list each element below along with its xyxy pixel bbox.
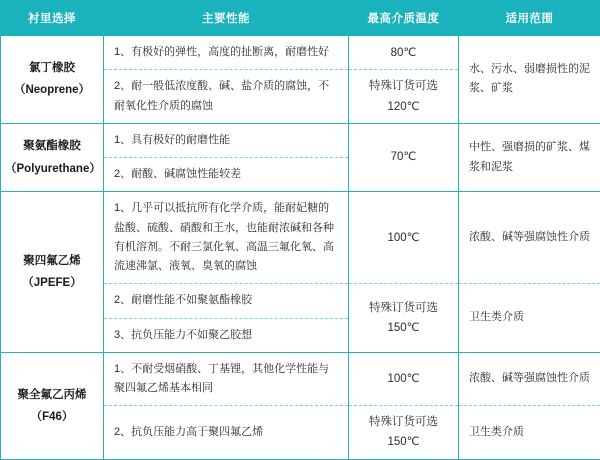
column-header-lining: 衬里选择: [1, 1, 104, 36]
lining-name: 聚氨酯橡胶: [23, 140, 81, 152]
table-row: [1, 36, 600, 70]
column-header-max-temp: 最高介质温度: [349, 1, 459, 36]
scope-cell: 卫生类介质: [459, 406, 600, 459]
scope-cell: 中性、强磨损的矿浆、煤浆和泥浆: [459, 123, 600, 192]
temperature-cell: [349, 192, 459, 284]
property-cell: 1、不耐受烟硝酸、丁基锂，其他化学性能与聚四氟乙烯基本相同: [104, 352, 349, 406]
lining-name-en: （Polyurethane）: [5, 159, 99, 179]
temperature-cell: [349, 123, 459, 192]
temperature-value: 150℃: [353, 318, 454, 338]
property-cell: 3、抗负压能力不如聚乙胶想: [104, 318, 349, 352]
property-cell: 2、耐磨性能不如聚氨酯橡胶: [104, 284, 349, 318]
temperature-note: 特殊订货可选: [353, 76, 454, 96]
table-header-row: [1, 1, 600, 36]
property-cell: 2、耐酸、碱腐蚀性能较差: [104, 158, 349, 192]
lining-name: 聚全氟乙丙烯: [18, 389, 87, 401]
lining-name-cell: [1, 36, 104, 124]
scope-cell: 浓酸、碱等强腐蚀性介质: [459, 352, 600, 406]
lining-name-cell: [1, 192, 104, 353]
table-row: [1, 352, 600, 406]
lining-name-en: （F46）: [5, 407, 99, 427]
temperature-value: 70℃: [353, 147, 454, 167]
lining-name: 聚四氟乙烯: [23, 255, 81, 267]
lining-name-en: （JPEFE）: [5, 273, 99, 293]
property-cell: 2、抗负压能力高于聚四氟乙烯: [104, 406, 349, 459]
table-row: [1, 192, 600, 284]
temperature-cell: [349, 406, 459, 459]
property-cell: 1、有极好的弹性，高度的扯断离，耐磨性好: [104, 36, 349, 70]
temperature-note: 特殊订货可选: [353, 298, 454, 318]
temperature-cell: [349, 36, 459, 70]
temperature-cell: [349, 284, 459, 353]
lining-name: 氯丁橡胶: [29, 62, 75, 74]
table-row: [1, 123, 600, 157]
column-header-scope: 适用范围: [459, 1, 600, 36]
property-cell: 1、具有极好的耐磨性能: [104, 123, 349, 157]
temperature-value: 100℃: [353, 369, 454, 389]
scope-cell: 水、污水、弱磨损性的泥浆、矿浆: [459, 36, 600, 124]
temperature-value: 100℃: [353, 228, 454, 248]
scope-cell: 卫生类介质: [459, 284, 600, 353]
lining-name-cell: [1, 352, 104, 459]
lining-name-cell: [1, 123, 104, 192]
column-header-properties: 主要性能: [104, 1, 349, 36]
temperature-note: 特殊订货可选: [353, 412, 454, 432]
temperature-value: 120℃: [353, 97, 454, 117]
temperature-value: 150℃: [353, 432, 454, 452]
scope-cell: 浓酸、碱等强腐蚀性介质: [459, 192, 600, 284]
property-cell: 1、几乎可以抵抗所有化学介质，能耐妃糖的盐酸、硫酸、硝酸和王水，也能耐浓碱和各种有机溶剂。不耐三氯化氧、高温三氟化氧、高流速沸氯、液氧、臭氧的腐蚀: [104, 192, 349, 284]
lining-name-en: （Neoprene）: [5, 80, 99, 100]
property-cell: 2、耐一般低浓度酸、碱、盐介质的腐蚀，不耐氧化性介质的腐蚀: [104, 70, 349, 124]
temperature-value: 80℃: [353, 43, 454, 63]
temperature-cell: [349, 352, 459, 406]
temperature-cell: [349, 70, 459, 124]
